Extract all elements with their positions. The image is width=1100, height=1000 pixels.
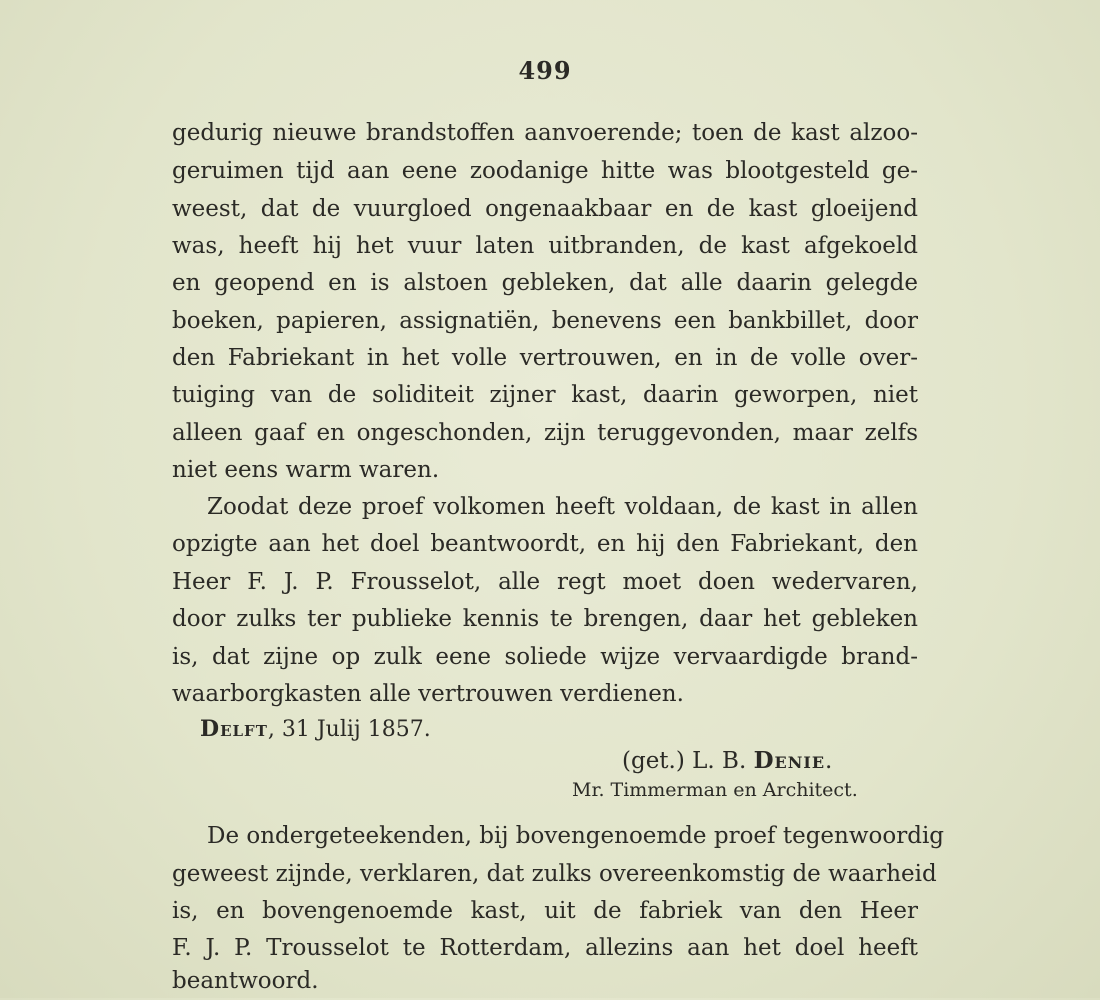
text-line: is, dat zijne op zulk eene soliede wijze vervaardigde brand-: [172, 644, 918, 670]
signature-suffix: .: [825, 748, 833, 774]
date: , 31 Julij 1857.: [267, 717, 431, 742]
text-line: weest, dat de vuurgloed ongenaakbaar en de kast gloeijend: [172, 196, 918, 222]
text-line: boeken, papieren, assignatiën, benevens een bankbillet, door: [172, 308, 918, 334]
page-number: 499: [518, 56, 572, 85]
text-line: F. J. P. Trousselot te Rotterdam, allezins aan het doel heeft: [172, 935, 918, 961]
text-line: gedurig nieuwe brandstoffen aanvoerende; toen de kast alzoo-: [172, 120, 918, 146]
text-line: Zoodat deze proef volkomen heeft voldaan, de kast in allen: [207, 494, 918, 520]
text-line: den Fabriekant in het volle vertrouwen, en in de volle over-: [172, 345, 918, 371]
text-line: Heer F. J. P. Frousselot, alle regt moet doen wedervaren,: [172, 569, 918, 595]
text-line: niet eens warm waren.: [172, 457, 440, 483]
text-line: waarborgkasten alle vertrouwen verdienen.: [172, 681, 684, 707]
text-line: geweest zijnde, verklaren, dat zulks overeenkomstig de waarheid: [172, 861, 937, 887]
signer-title: Mr. Timmerman en Architect.: [572, 779, 858, 801]
text-line: geruimen tijd aan eene zoodanige hitte was blootgesteld ge-: [172, 158, 918, 184]
signature-prefix: (get.) L. B.: [622, 748, 754, 774]
text-line: tuiging van de soliditeit zijner kast, daarin geworpen, niet: [172, 382, 918, 408]
signature-name: Denie: [753, 747, 826, 774]
place-name: Delft: [200, 716, 268, 742]
text-line: beantwoord.: [172, 968, 319, 994]
place-date-line: [200, 712, 431, 746]
text-line: De ondergeteekenden, bij bovengenoemde proef tegenwoordig: [207, 823, 945, 849]
text-line: opzigte aan het doel beantwoordt, en hij den Fabriekant, den: [172, 531, 918, 557]
text-line: was, heeft hij het vuur laten uitbranden, de kast afgekoeld: [172, 233, 918, 259]
text-line: alleen gaaf en ongeschonden, zijn teruggevonden, maar zelfs: [172, 420, 918, 446]
text-line: en geopend en is alstoen gebleken, dat alle daarin gelegde: [172, 270, 918, 296]
text-line: is, en bovengenoemde kast, uit de fabriek van den Heer: [172, 898, 918, 924]
text-line: door zulks ter publieke kennis te brengen, daar het gebleken: [172, 606, 918, 632]
